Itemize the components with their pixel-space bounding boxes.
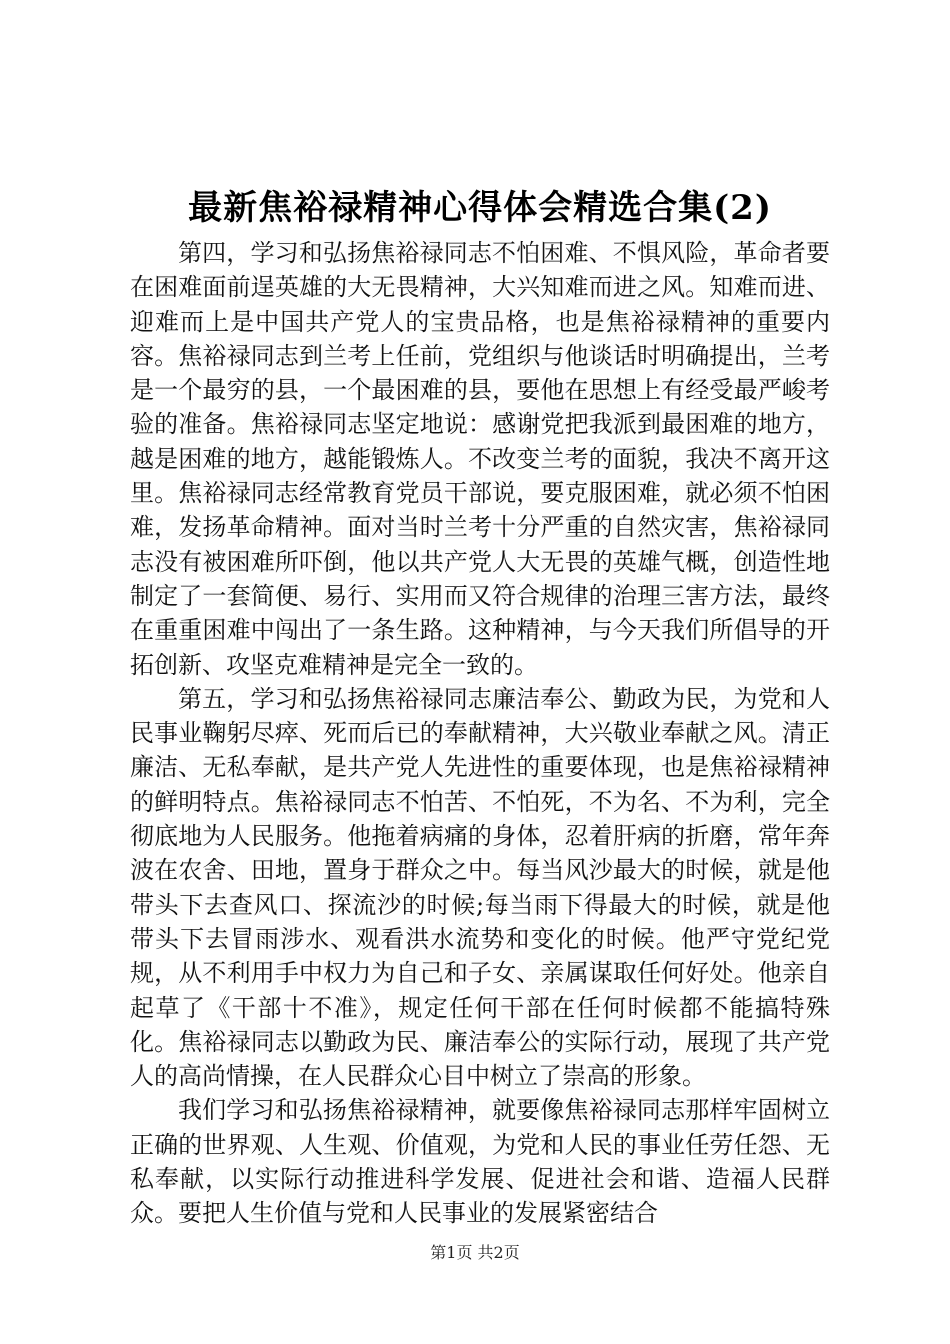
paragraph-5: 第五，学习和弘扬焦裕禄同志廉洁奉公、勤政为民，为党和人民事业鞠躬尽瘁、死而后已的奉献精神，大兴敬业奉献之风。清正廉洁、无私奉献，是共产党人先进性的重要体现，也是焦裕禄精神的鲜明特点。焦裕禄同志不怕苦、不怕死，不为名、不为利，完全彻底地为人民服务。他拖着病痛的身体，忍着肝病的折磨，常年奔波在农舍、田地，置身于群众之中。每当风沙最大的时候，就是他带头下去查风口、探流沙的时候;每当雨下得最大的时候，就是他带头下去冒雨涉水、观看洪水流势和变化的时候。他严守党纪党规，从不利用手中权力为自己和子女、亲属谋取任何好处。他亲自起草了《干部十不准》，规定任何干部在任何时候都不能搞特殊化。焦裕禄同志以勤政为民、廉洁奉公的实际行动，展现了共产党人的高尚情操，在人民群众心目中树立了崇高的形象。 xyxy=(130,684,830,1091)
document-body xyxy=(130,236,830,1231)
paragraph-conclusion: 我们学习和弘扬焦裕禄精神，就要像焦裕禄同志那样牢固树立正确的世界观、人生观、价值观，为党和人民的事业任劳任怨、无私奉献，以实际行动推进科学发展、促进社会和谐、造福人民群众。要把人生价值与党和人民事业的发展紧密结合 xyxy=(130,1096,830,1228)
document-title: 最新焦裕禄精神心得体会精选合集(2) xyxy=(188,188,772,228)
page-footer: 第1页 共2页 xyxy=(430,1243,520,1262)
paragraph-4: 第四，学习和弘扬焦裕禄同志不怕困难、不惧风险，革命者要在困难面前逞英雄的大无畏精神，大兴知难而进之风。知难而进、迎难而上是中国共产党人的宝贵品格，也是焦裕禄精神的重要内容。焦裕禄同志到兰考上任前，党组织与他谈话时明确提出，兰考是一个最穷的县，一个最困难的县，要他在思想上有经受最严峻考验的准备。焦裕禄同志坚定地说：感谢党把我派到最困难的地方，越是困难的地方，越能锻炼人。不改变兰考的面貌，我决不离开这里。焦裕禄同志经常教育党员干部说，要克服困难，就必须不怕困难，发扬革命精神。面对当时兰考十分严重的自然灾害，焦裕禄同志没有被困难所吓倒，他以共产党人大无畏的英雄气概，创造性地制定了一套简便、易行、实用而又符合规律的治理三害方法，最终在重重困难中闯出了一条生路。这种精神，与今天我们所倡导的开拓创新、攻坚克难精神是完全一致的。 xyxy=(130,239,830,679)
